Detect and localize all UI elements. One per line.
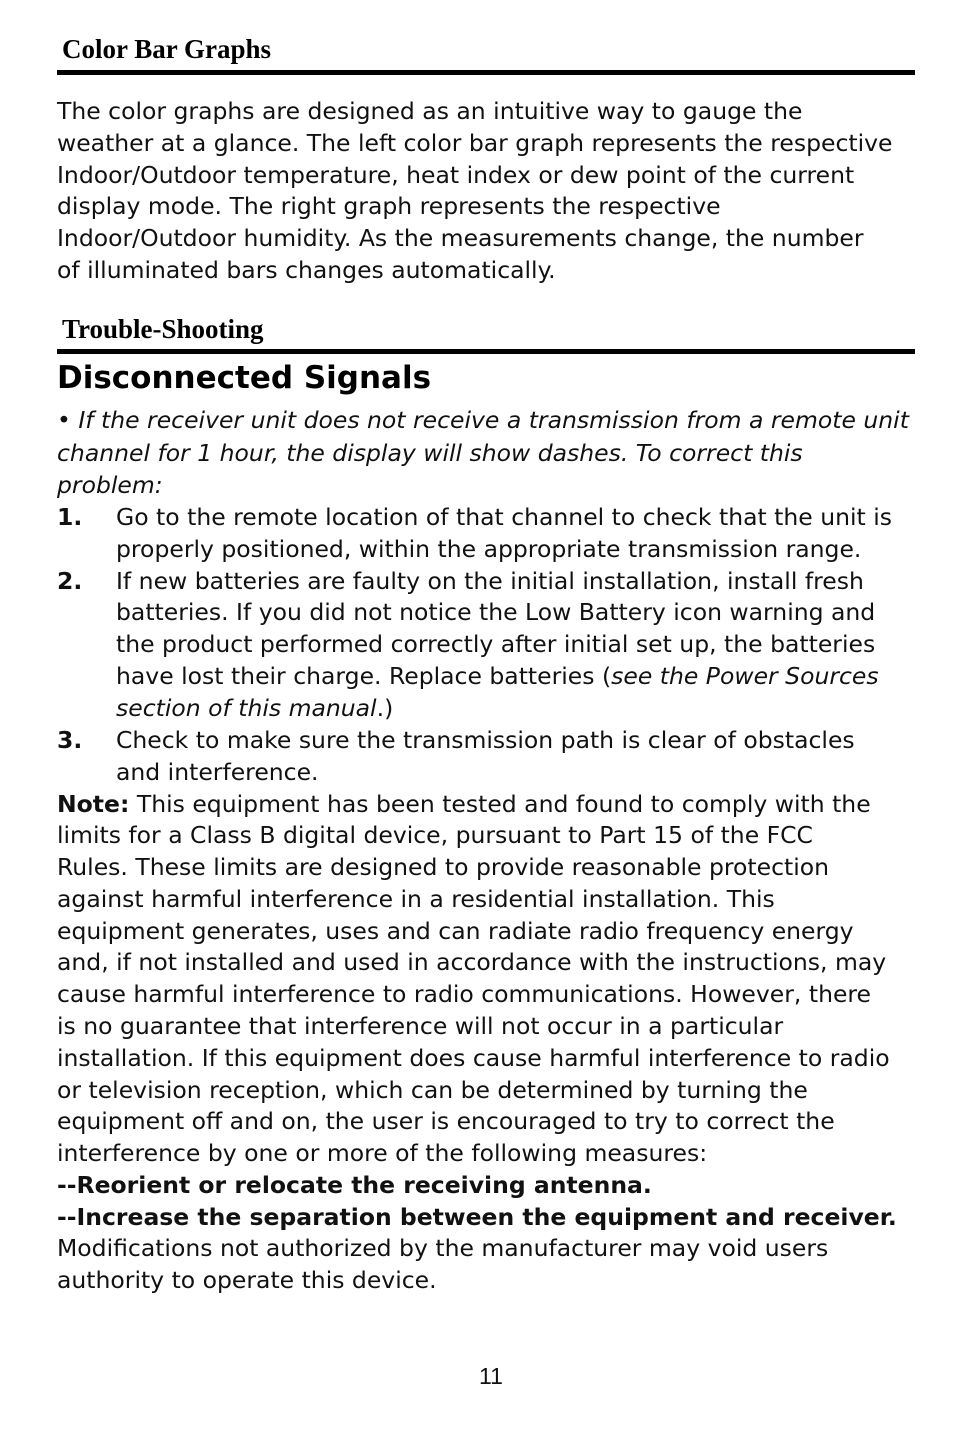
section-rule [57,349,915,354]
note-line: interference by one or more of the following measures: [57,1139,708,1167]
paragraph-line: Indoor/Outdoor humidity. As the measurements change, the number [57,224,864,252]
note-text: This equipment has been tested and found to comply with the [129,790,871,818]
step-line: Go to the remote location of that channel to check that the unit is [116,503,892,531]
note-line: limits for a Class B digital device, pursuant to Part 15 of the FCC [57,821,813,849]
step-text: .) [376,694,394,722]
closing-line: Modifications not authorized by the manufacturer may void users [57,1234,829,1262]
paragraph-line: The color graphs are designed as an intuitive way to gauge the [57,97,803,125]
paragraph-line: Indoor/Outdoor temperature, heat index or dew point of the current [57,161,855,189]
measure-line: --Increase the separation between the equipment and receiver. [57,1203,897,1231]
note-line: Rules. These limits are designed to provide reasonable protection [57,853,830,881]
intro-line: • If the receiver unit does not receive a transmission from a remote unit [57,406,909,434]
note-line: or television reception, which can be determined by turning the [57,1076,808,1104]
step-text: have lost their charge. Replace batteries ( [116,662,612,690]
step-line [116,693,393,723]
step-line: batteries. If you did not notice the Low Battery icon warning and [116,598,876,626]
paragraph-line: weather at a glance. The left color bar graph represents the respective [57,129,893,157]
step-line: the product performed correctly after initial set up, the batteries [116,630,876,658]
note-line: equipment generates, uses and can radiate radio frequency energy [57,917,854,945]
step-line [116,661,879,691]
intro-line: channel for 1 hour, the display will show dashes. To correct this [57,439,803,467]
note-label: Note: [57,790,130,818]
step-line: Check to make sure the transmission path is clear of obstacles [116,726,855,754]
step-text-italic: section of this manual [116,694,377,722]
note-line: and, if not installed and used in accordance with the instructions, may [57,948,887,976]
note-line: installation. If this equipment does cause harmful interference to radio [57,1044,890,1072]
section-heading-color-bar-graphs: Color Bar Graphs [62,34,272,64]
closing-line: authority to operate this device. [57,1266,437,1294]
section-rule [57,70,915,75]
subsection-title: Disconnected Signals [57,360,432,396]
section-heading-trouble-shooting: Trouble-Shooting [62,314,264,344]
step-line: and interference. [116,758,319,786]
step-text-italic: see the Power Sources [611,662,879,690]
step-line: If new batteries are faulty on the initial installation, install fresh [116,567,864,595]
measure-line: --Reorient or relocate the receiving antenna. [57,1171,652,1199]
step-number: 1. [57,503,83,531]
paragraph-line: display mode. The right graph represents the respective [57,192,721,220]
step-number: 3. [57,726,83,754]
step-number: 2. [57,567,83,595]
paragraph-line: of illuminated bars changes automatically. [57,256,556,284]
note-line: cause harmful interference to radio communications. However, there [57,980,872,1008]
step-line: properly positioned, within the appropriate transmission range. [116,535,862,563]
note-line: against harmful interference in a residential installation. This [57,885,775,913]
page-number: 11 [479,1363,503,1389]
note-line [57,789,871,819]
note-line: equipment off and on, the user is encouraged to try to correct the [57,1107,835,1135]
note-line: is no guarantee that interference will not occur in a particular [57,1012,784,1040]
intro-line: problem: [57,471,163,499]
